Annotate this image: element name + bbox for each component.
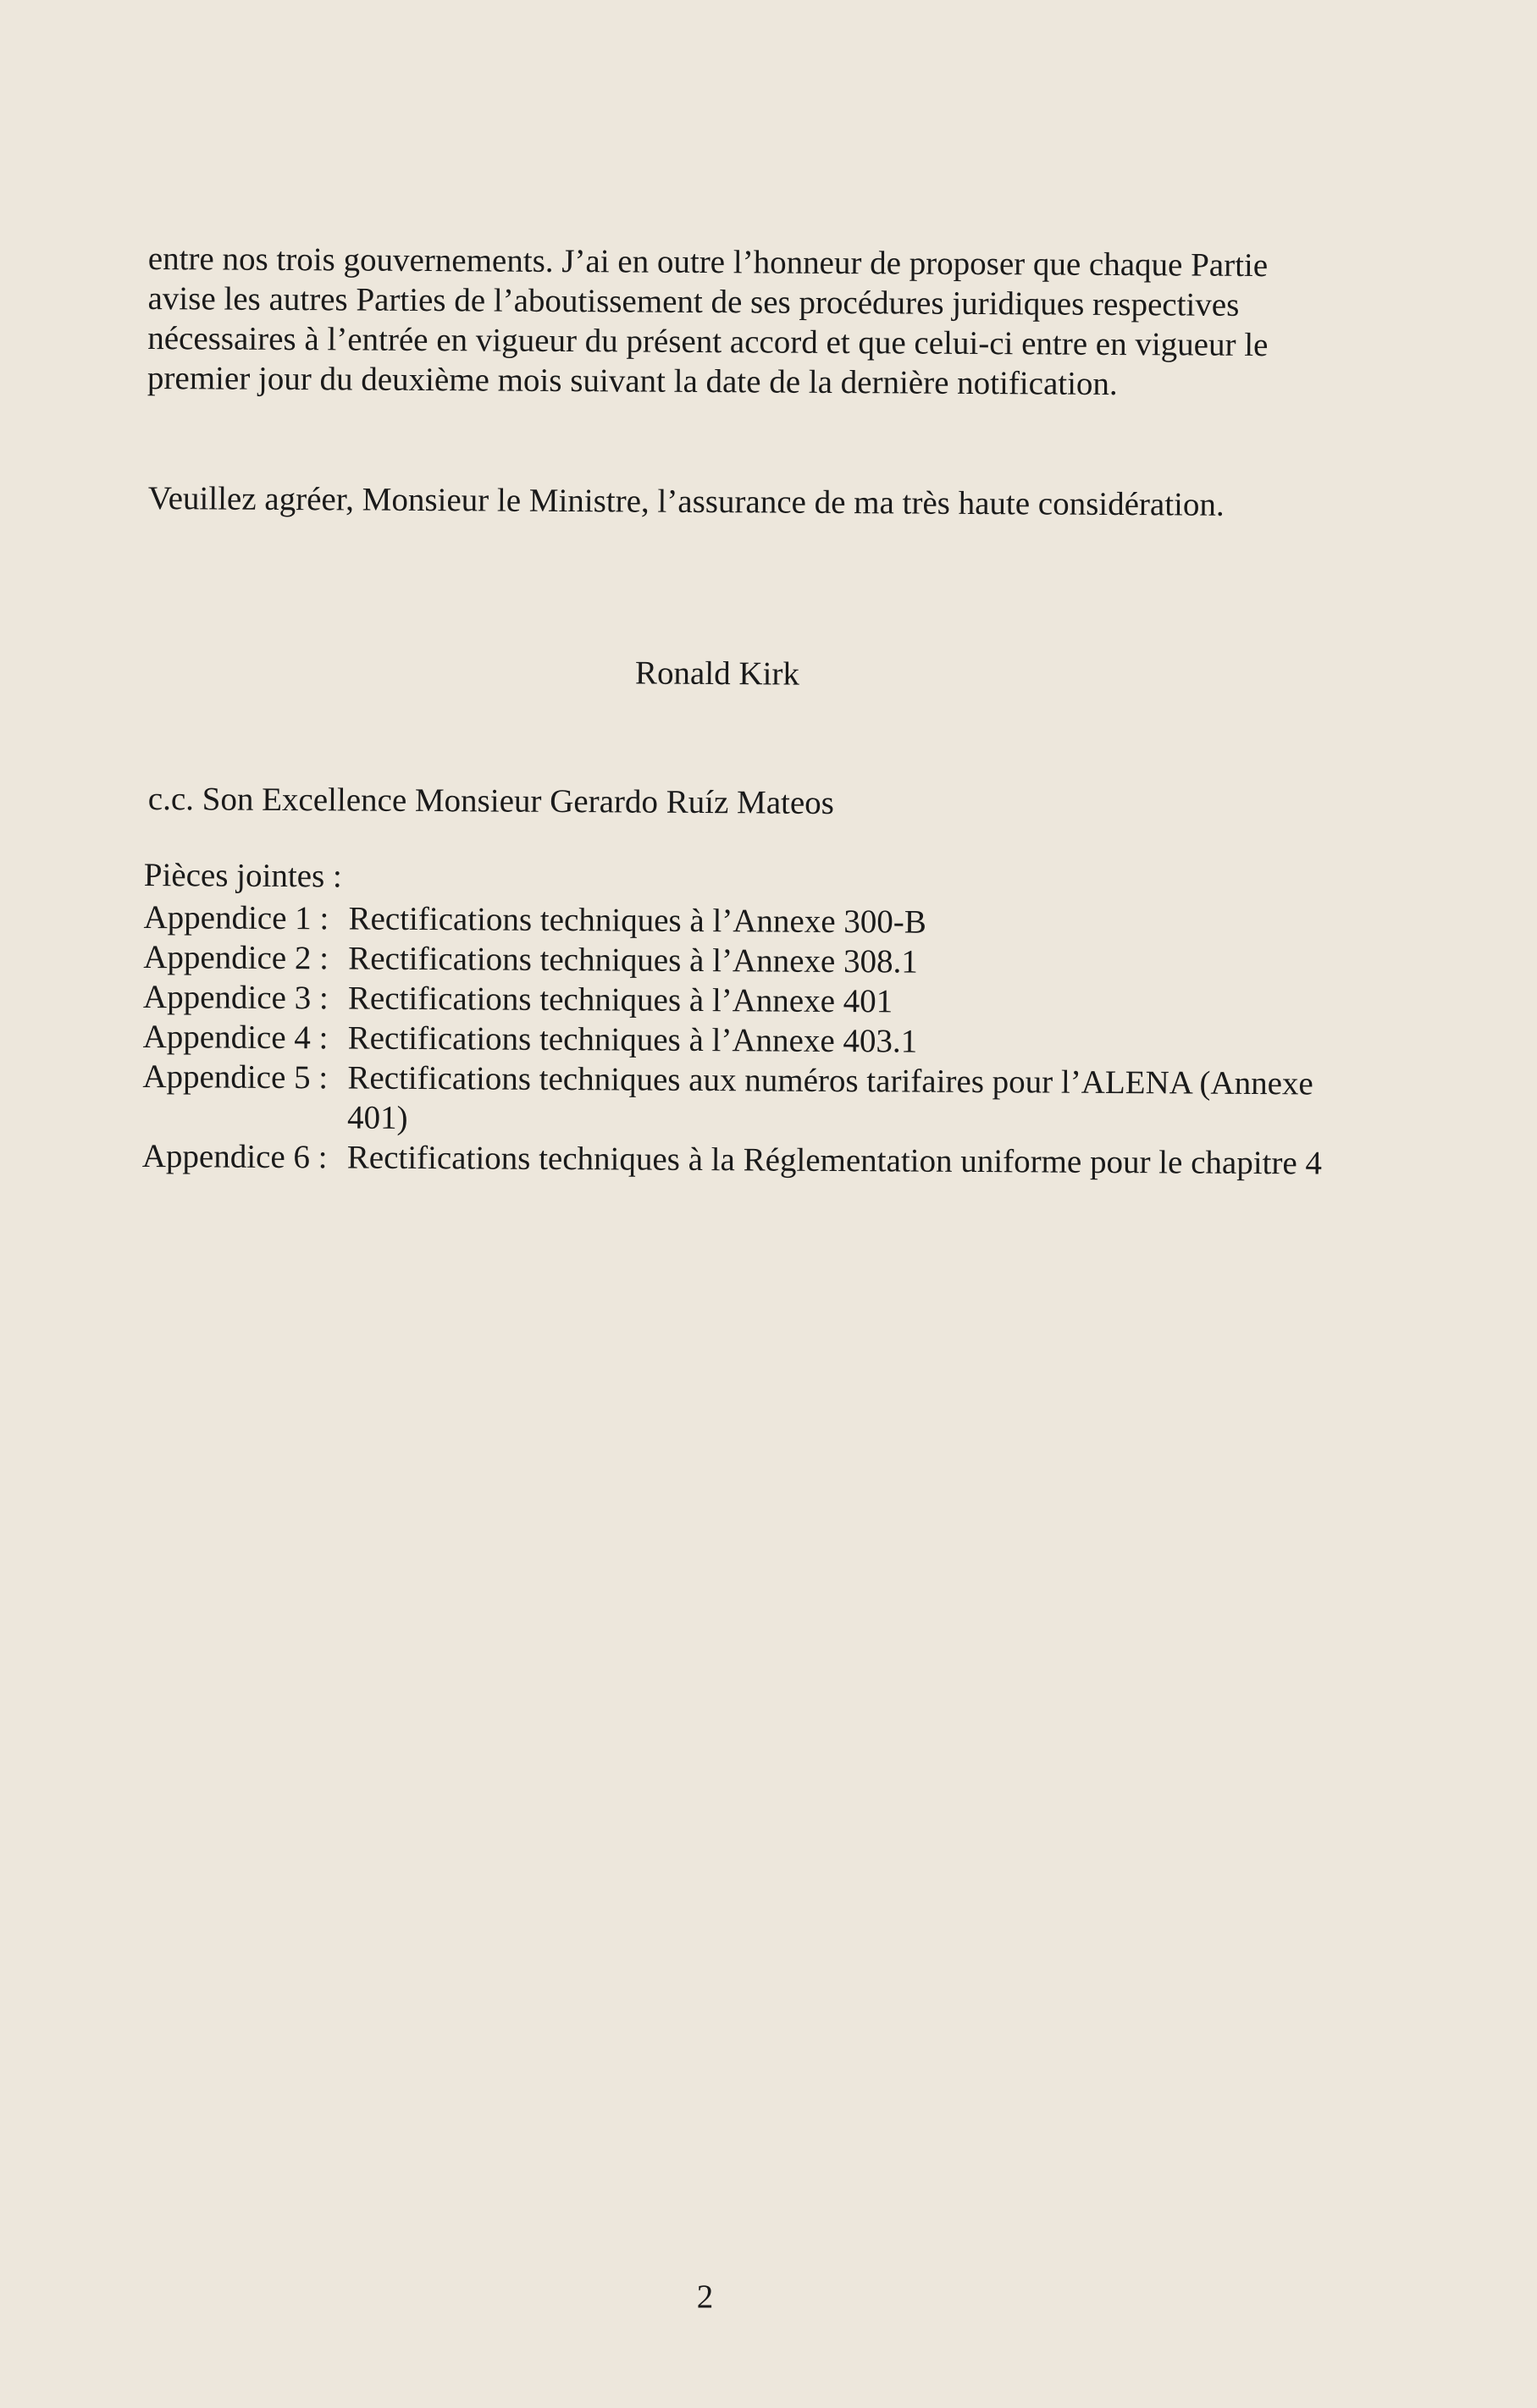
attachment-text: Rectifications techniques à la Réglementation uniforme pour le chapitre 4 [346, 1139, 1323, 1182]
signature-name: Ronald Kirk [634, 654, 800, 693]
attachment-item [143, 937, 1329, 985]
attachment-item [143, 977, 1329, 1025]
attachment-label: Appendice 1 : [143, 898, 329, 937]
paragraph-text: entre nos trois gouvernements. J’ai en outre l’honneur de proposer que chaque Partie avise les autres Parties de l’aboutissement de ses procédures juridiques respectives nécessaires à l’entrée en vigueur du présent accord et que celui-ci entre en vigueur le premier jour du deuxième mois suivant la date de la dernière notification. [147, 240, 1269, 402]
attachment-item [143, 897, 1329, 945]
attachment-label: Appendice 2 : [143, 938, 329, 977]
attachment-label: Appendice 5 : [142, 1058, 329, 1096]
closing-paragraph [147, 239, 1317, 405]
attachment-item [142, 1057, 1329, 1144]
attachment-item [142, 1136, 1328, 1184]
attachment-label: Appendice 4 : [142, 1018, 329, 1057]
attachment-text: Rectifications techniques aux numéros tarifaires pour l’ALENA (Annexe 401) [346, 1059, 1313, 1136]
attachment-text: Rectifications techniques à l’Annexe 300-B [348, 900, 926, 941]
attachment-text: Rectifications techniques à l’Annexe 403.1 [347, 1019, 918, 1060]
salutation-paragraph [148, 478, 1317, 525]
attachments-heading: Pièces jointes : [143, 856, 342, 895]
cc-line: c.c. Son Excellence Monsieur Gerardo Ruíz Mateos [147, 780, 835, 821]
page-number: 2 [696, 2278, 714, 2315]
salutation-text: Veuillez agréer, Monsieur le Ministre, l’assurance de ma très haute considération. [147, 479, 1225, 523]
attachment-label: Appendice 3 : [142, 978, 329, 1017]
attachment-text: Rectifications techniques à l’Annexe 401 [347, 980, 893, 1020]
attachment-text: Rectifications techniques à l’Annexe 308.1 [348, 940, 918, 980]
attachment-item [143, 1017, 1329, 1064]
attachment-label: Appendice 6 : [141, 1137, 328, 1176]
attachments-list [142, 855, 1330, 1184]
